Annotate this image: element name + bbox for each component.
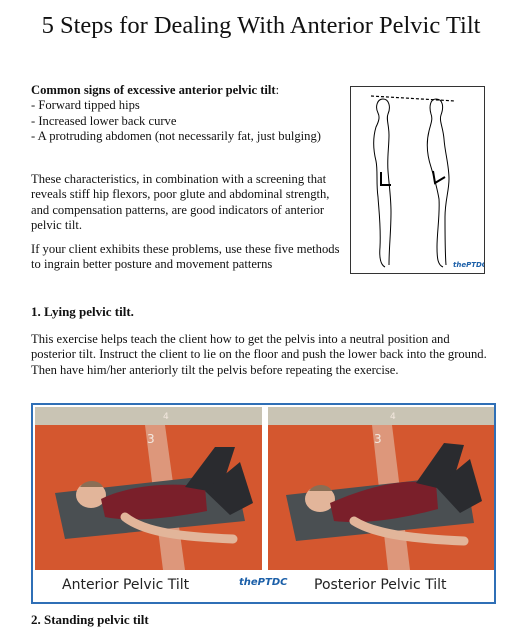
signs-list: [31, 83, 351, 144]
anterior-tilt-caption: Anterior Pelvic Tilt: [62, 577, 190, 593]
posterior-tilt-caption: Posterior Pelvic Tilt: [314, 577, 447, 593]
sign-item: - Forward tipped hips: [31, 98, 140, 113]
photo-logo: thePTDC: [239, 577, 288, 588]
signs-heading: Common signs of excessive anterior pelvic tilt: [31, 83, 276, 97]
signs-heading-colon: :: [275, 83, 280, 97]
paragraph-characteristics: These characteristics, in combination with a screening that reveals stiff hip flexors, poor glute and abdominal strength, and compensation patterns, are good indicators of anterior pelvic tilt.: [31, 172, 330, 232]
sign-item: - A protruding abdomen (not necessarily fat, just bulging): [31, 128, 321, 143]
sign-item: - Increased lower back curve: [31, 113, 177, 128]
page-title: 5 Steps for Dealing With Anterior Pelvic Tilt: [41, 12, 481, 39]
lane-number: 3: [374, 432, 382, 446]
lane-number: 4: [163, 412, 169, 422]
lane-number: 4: [390, 412, 396, 422]
section-heading-standing-pelvic-tilt: 2. Standing pelvic tilt: [31, 612, 149, 627]
lane-number: 3: [147, 432, 155, 446]
paragraph-methods: If your client exhibits these problems, use these five methods to ingrain better posture and movement patterns: [31, 242, 340, 272]
paragraph-lying-pelvic-tilt: This exercise helps teach the client how to get the pelvis into a neutral position and posterior tilt. Instruct the client to lie on the floor and push the lower back into the ground. Then have him/her anteriorly tilt the pelvis before repeating the exercise.: [31, 332, 487, 377]
anterior-tilt-photo: [35, 407, 262, 570]
exercise-photo-panel: [31, 403, 496, 604]
posture-silhouettes-image: [351, 87, 484, 273]
section-heading-lying-pelvic-tilt: 1. Lying pelvic tilt.: [31, 304, 134, 319]
posture-figure: [350, 86, 485, 274]
figure-logo: thePTDC: [453, 261, 484, 269]
posterior-tilt-photo: [268, 407, 494, 570]
